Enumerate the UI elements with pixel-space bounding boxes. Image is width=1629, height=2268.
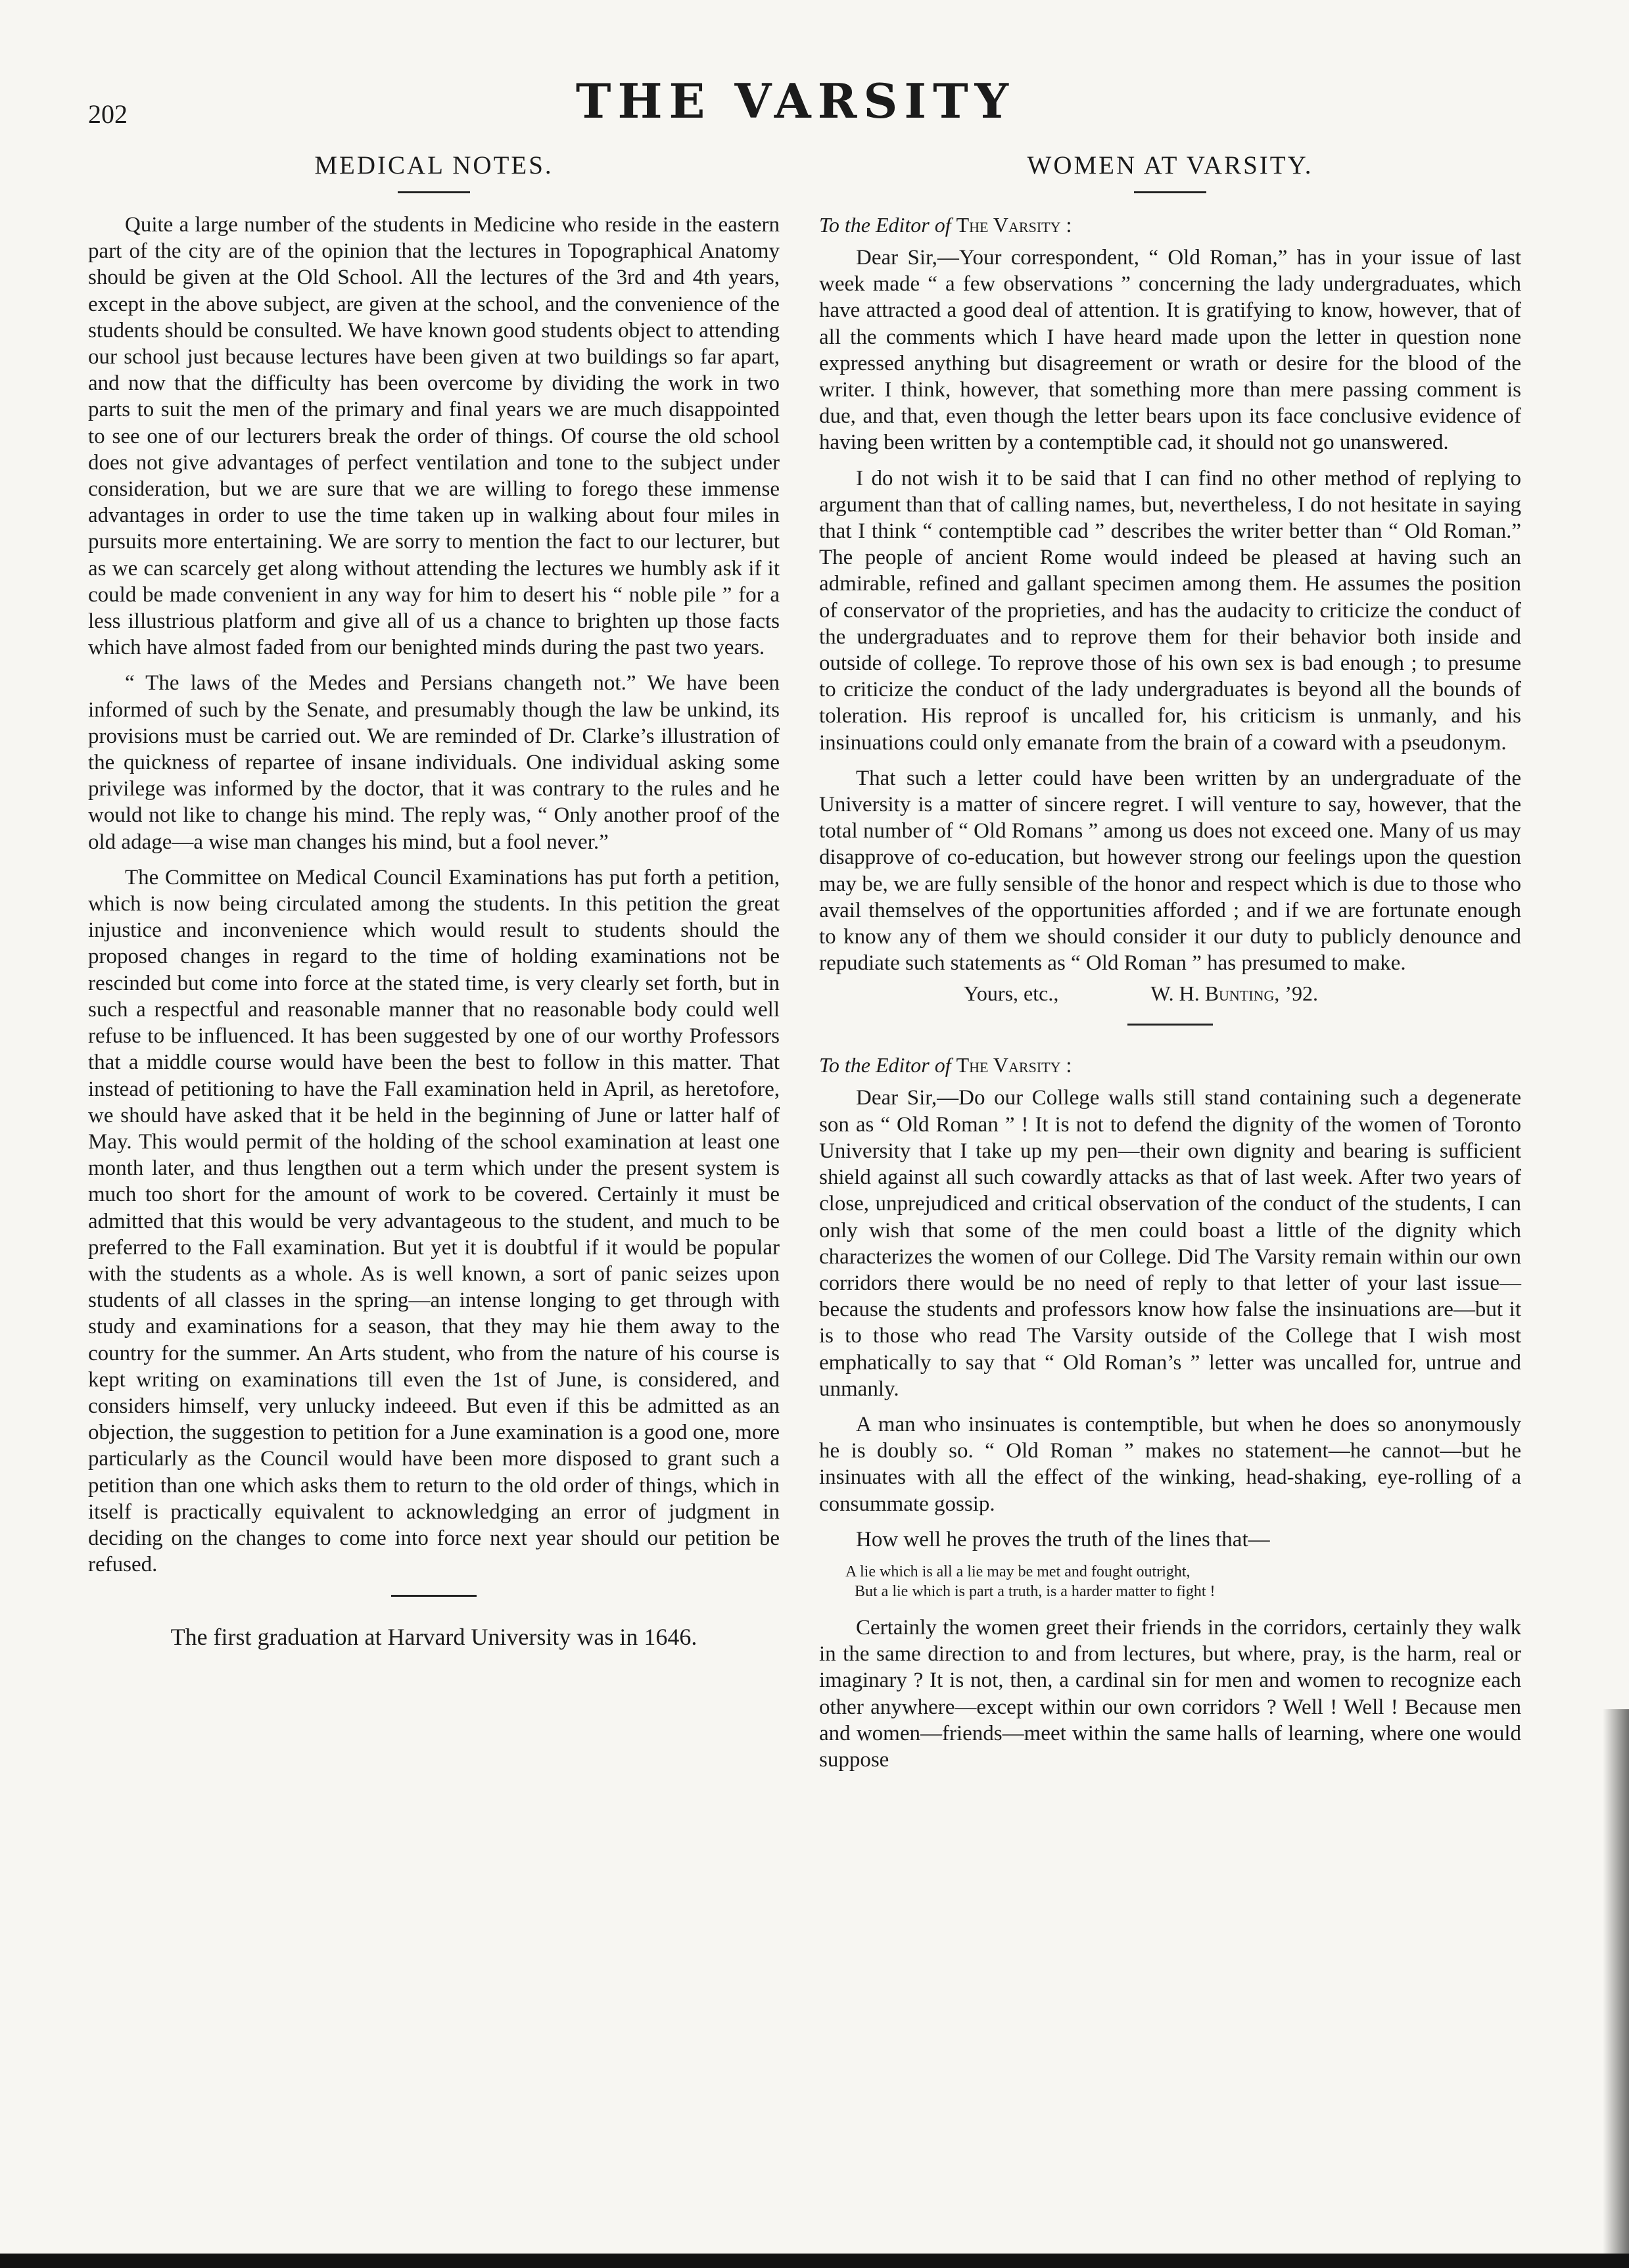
letter1-salutation-paper: The Varsity :: [956, 213, 1072, 237]
letter1-salutation-lead: To the Editor of: [819, 213, 951, 237]
letter1-signoff: [819, 980, 1521, 1006]
medical-notes-paragraph-2: “ The laws of the Medes and Persians changeth not.” We have been informed of such by the Senate, and presumably though the law be unkind, its provisions must be carried out. We are reminded of Dr. Clarke’s illustration of the quickness of repartee of insane individuals. One individual asking some privilege was informed by the doctor, that it was contrary to the rules and he would not like to change his mind. The reply was, “ Only another proof of the old adage—a wise man changes his mind, but a fool never.”: [88, 671, 780, 854]
title-divider: [1134, 191, 1206, 193]
letter2-salutation-lead: To the Editor of: [819, 1053, 951, 1077]
letter2-paragraph-1: Dear Sir,—Do our College walls still stand containing such a degenerate son as “ Old Roman ” ! It is not to defend the dignity of the women of Toronto University that I take up my pen—their own dignity and bearing is sufficient shield against all such cowardly attacks as that of last week. After two years of close, unprejudiced and critical observation of the conduct of the students, I can only wish that some of the men could boast a little of the dignity which characterizes the women of our College. Did The Varsity remain within our own corridors there would be no need of reply to that letter of your last issue—because the students and professors know how false the insinuations are—but it is to those who read The Varsity outside of the College that I wish most emphatically to say that “ Old Roman’s ” letter was uncalled for, untrue and unmanly.: [819, 1086, 1521, 1401]
letter-divider: [1127, 1024, 1213, 1026]
letter1-paragraph-2: I do not wish it to be said that I can find no other method of replying to argument than that of calling names, but, nevertheless, I do not hesitate in saying that I think “ contemptible cad ” describes the writer better than “ Old Roman.” The people of ancient Rome would indeed be pleased at having such an admirable, refined and gallant specimen among them. He assumes the position of conservator of the proprieties, and has the audacity to criticize the conduct of the undergraduates and to reprove them for their behavior both inside and outside of college. To reprove those of his own sex is bad enough ; to presume to criticize the conduct of the lady undergraduates is beyond all the bounds of toleration. His reproof is uncalled for, his criticism is unmanly, and his insinuations could only emanate from the brain of a coward with a pseudonym.: [819, 466, 1521, 755]
women-at-varsity-column: [819, 153, 1521, 1782]
letter1-paragraph-3: That such a letter could have been written by an undergraduate of the University is a matter of sincere regret. I will venture to say, however, that the total number of “ Old Romans ” among us does not exceed one. Many of us may disapprove of co-education, but however strong our feelings upon the question may be, we are fully sensible of the honor and respect which is due to those who avail themselves of the opportunities afforded ; and if we are fortunate enough to know any of them we should consider it our duty to publicly denounce and repudiate such statements as “ Old Roman ” has presumed to make.: [819, 766, 1521, 976]
verse-line-1: A lie which is all a lie may be met and fought outright,: [845, 1563, 1191, 1580]
letter2-salutation-paper: The Varsity :: [956, 1053, 1072, 1077]
letter2-closing-paragraph: Certainly the women greet their friends in the corridors, certainly they walk in the same direction to and from lectures, but where, pray, is the harm, real or imaginary ? It is not, then, a cardinal sin for men and women to recognize each other anywhere—except within our own corridors ? Well ! Well ! Because men and women—friends—meet within the same halls of learning, where one would suppose: [819, 1615, 1521, 1772]
medical-notes-paragraph-1: Quite a large number of the students in Medicine who reside in the eastern part of the city are of the opinion that the lectures in Topographical Anatomy should be given at the Old School. All the lectures of the 3rd and 4th years, except in the above subject, are given at the school, and the convenience of the students should be consulted. We have known good students object to attending our school just because lectures have been given at two buildings so far apart, and now that the difficulty has been overcome by dividing the work in two parts to suit the men of the primary and final years we are much disappointed to see one of our lecturers break the order of things. Of course the old school does not give advantages of perfect ventilation and tone to the subject under consideration, but we are sure that we are willing to forego these immense advantages in order to use the time taken up in walking about four miles in pursuits more entertaining. We are sorry to mention the fact to our lecturer, but as we can scarcely get along without attending the lectures we humbly ask if it could be made convenient in any way for him to desert his “ noble pile ” for a less illustrious platform and give all of us a chance to brighten up those facts which have almost faded from our benighted minds during the past two years.: [88, 213, 780, 660]
medical-notes-title: MEDICAL NOTES.: [314, 151, 554, 179]
letter1-author: W. H. Bunting, ’92.: [1150, 981, 1319, 1006]
letter1-paragraph-1: Dear Sir,—Your correspondent, “ Old Roman,” has in your issue of last week made “ a few observations ” concerning the lady undergraduates, which have attracted a good deal of attention. It is gratifying to know, however, that of all the comments which I have heard made upon the letter in question none expressed anything but disagreement or wrath or desire for the blood of the writer. I think, however, that something more than mere passing comment is due, and that, even though the letter bears upon its face conclusive evidence of having been written by a contemptible cad, it should not go unanswered.: [819, 246, 1521, 455]
letter2-paragraph-3: How well he proves the truth of the lines that—: [856, 1527, 1270, 1551]
section-divider: [391, 1595, 477, 1597]
page-number: 202: [88, 99, 128, 129]
medical-notes-column: [88, 153, 780, 1651]
masthead-title: THE VARSITY: [575, 73, 1016, 129]
title-divider: [398, 191, 470, 193]
verse-line-2: But a lie which is part a truth, is a harder matter to fight !: [855, 1582, 1216, 1600]
quoted-verse: [845, 1562, 1521, 1601]
letter1-salutation: [819, 212, 1521, 238]
medical-notes-paragraph-3: The Committee on Medical Council Examinations has put forth a petition, which is now being circulated among the students. In this petition the great injustice and inconvenience which would result to students should the proposed changes in regard to the time of holding examinations not be rescinded but come into force at the stated time, is very clearly set forth, but in such a respectful and reasonable manner that no reasonable body could well refuse to be influenced. It has been suggested by one of our worthy Professors that a middle course would have been the best to follow in this matter. That instead of petitioning to have the Fall examination held in April, as heretofore, we should have asked that it be held in the beginning of June or latter half of May. This would permit of the holding of the school examination at least one month later, and thus lengthen out a term which under the present system is much too short for the amount of work to be covered. Certainly it must be admitted that this would be very advantageous to the student, and much to be preferred to the Fall examination. But yet it is doubtful if it would be popular with the students as a whole. As is well known, a sort of panic seizes upon students of all classes in the spring—an intense longing to get through with study and examinations for a season, that they may hie them away to the country for the summer. An Arts student, who from the nature of his course is kept writing on examinations till even the 1st of June, is considered, and considers himself, very unlucky indeeed. But even if this be admitted as an objection, the suggestion to petition for a June examination is a good one, more particularly as the Council would have been more disposed to grant such a petition than one which asks them to return to the old order of things, which in itself is practically equivalent to acknowledging an error of judgment in deciding on the changes to come into force next year should our petition be refused.: [88, 865, 780, 1577]
letter2-salutation: [819, 1052, 1521, 1078]
page-bottom-edge: [0, 2254, 1629, 2268]
letter1-closing: Yours, etc.,: [964, 981, 1059, 1006]
women-at-varsity-title: WOMEN AT VARSITY.: [1027, 151, 1313, 179]
page-edge-shadow: [1603, 1709, 1629, 2268]
harvard-footnote: The first graduation at Harvard University was in 1646.: [170, 1624, 697, 1651]
letter2-paragraph-2: A man who insinuates is contemptible, but when he does so anonymously he is doubly so. “ Old Roman ” makes no statement—he cannot—but he insinuates with all the effect of the winking, head-shaking, eye-rolling of a consummate gossip.: [819, 1412, 1521, 1516]
